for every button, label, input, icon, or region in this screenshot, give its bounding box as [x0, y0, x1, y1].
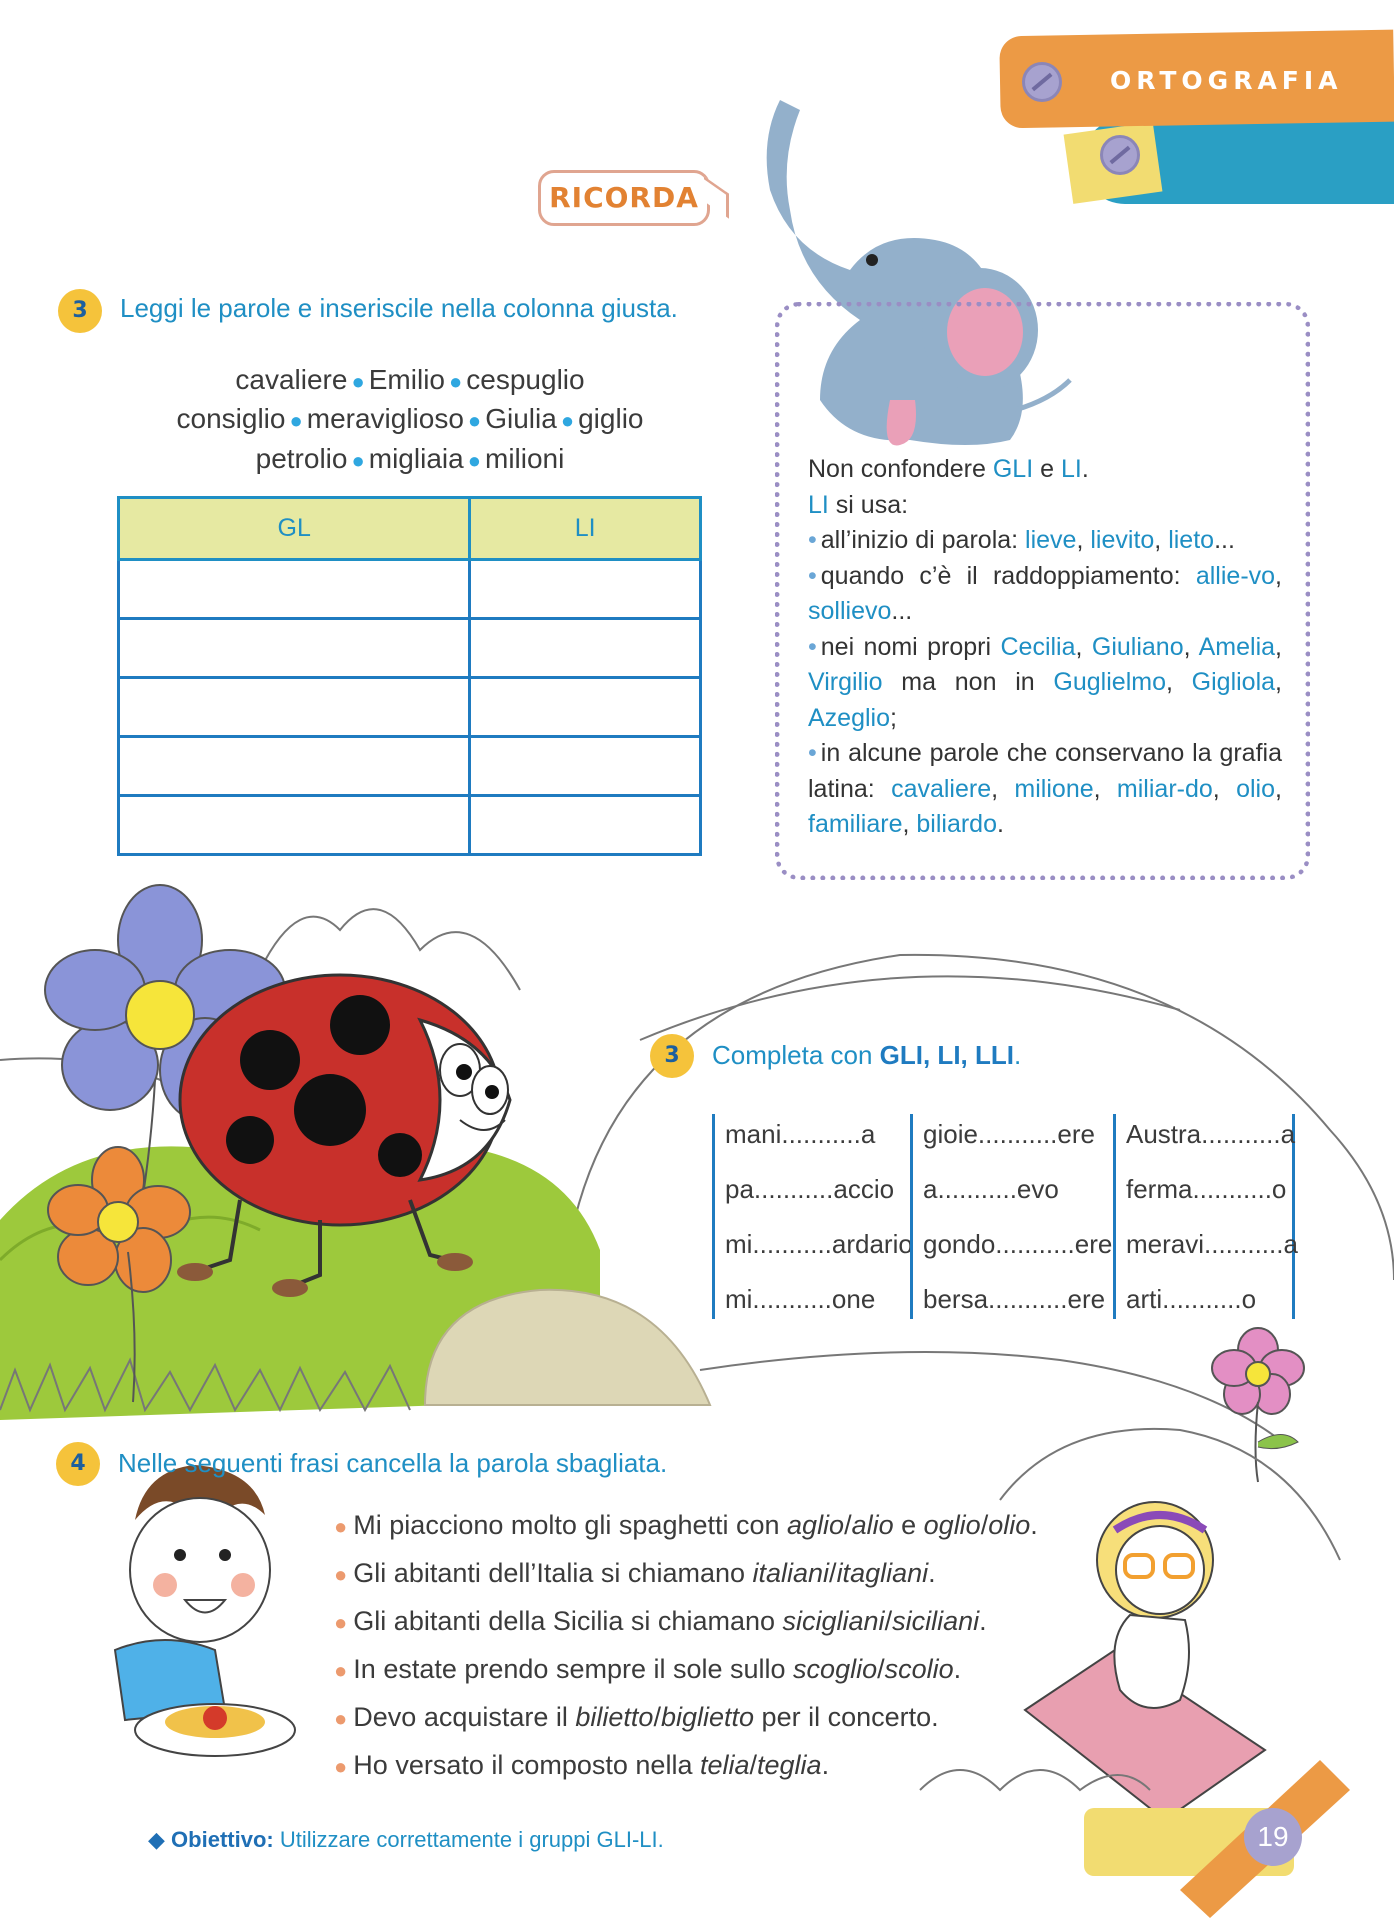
fill-item[interactable]: mi...........ardario: [725, 1229, 913, 1259]
word-line-3: [110, 443, 710, 475]
word: cavaliere: [235, 364, 348, 395]
answer-cell[interactable]: [119, 619, 470, 678]
answer-cell[interactable]: [470, 678, 701, 737]
fill-item[interactable]: Austra...........a: [1126, 1119, 1296, 1149]
table-row: [119, 560, 701, 619]
bullet-icon: ●: [467, 448, 481, 473]
answer-cell[interactable]: [470, 796, 701, 855]
fill-item[interactable]: gondo...........ere: [923, 1229, 1113, 1259]
answer-cell[interactable]: [119, 737, 470, 796]
ricorda-label: RICORDA: [549, 181, 699, 214]
table-row: [119, 737, 701, 796]
rules-text: [808, 452, 1282, 843]
answer-cell[interactable]: [119, 796, 470, 855]
answer-cell[interactable]: [470, 619, 701, 678]
word: Emilio: [368, 364, 445, 395]
word: petrolio: [255, 443, 348, 474]
answer-cell[interactable]: [119, 678, 470, 737]
fill-item[interactable]: gioie...........ere: [923, 1119, 1095, 1149]
fill-item[interactable]: ferma...........o: [1126, 1174, 1287, 1204]
bullet-icon: ●: [351, 448, 365, 473]
exercise-3-number: 4: [56, 1442, 100, 1486]
bullet-icon: ●: [334, 1610, 348, 1635]
objective: [148, 1827, 664, 1853]
bullet-icon: ●: [334, 1754, 348, 1779]
word: migliaia: [368, 443, 464, 474]
word-line-1: [110, 364, 710, 396]
rule-item: • in alcune parole che conservano la grafia latina: cavaliere, milione, miliar-do, olio, familiare, biliardo.: [808, 739, 1282, 838]
exercise-1-number: 3: [58, 289, 102, 333]
bullet-icon: •: [808, 561, 817, 590]
answer-cell[interactable]: [470, 737, 701, 796]
fill-item[interactable]: meravi...........a: [1126, 1229, 1298, 1259]
rule-item: • all’inizio di parola: lieve, lievito, lieto...: [808, 526, 1235, 554]
fill-item[interactable]: mi...........one: [725, 1284, 876, 1314]
table-row: [119, 678, 701, 737]
bullet-icon: •: [808, 526, 817, 554]
bullet-icon: ●: [560, 408, 575, 433]
fill-item[interactable]: pa...........accio: [725, 1174, 895, 1204]
screw-icon: [1100, 135, 1140, 175]
diamond-icon: ◆: [148, 1827, 165, 1852]
fill-column-3: [1113, 1114, 1298, 1319]
answer-cell[interactable]: [470, 560, 701, 619]
objective-label: Obiettivo:: [171, 1827, 274, 1852]
sentence-item[interactable]: ● Gli abitanti dell’Italia si chiamano italiani/itagliani.: [334, 1558, 936, 1588]
exercise-2-number: 3: [650, 1034, 694, 1078]
fill-item[interactable]: bersa...........ere: [923, 1284, 1106, 1314]
word: cespuglio: [466, 364, 585, 395]
screw-icon: [1022, 62, 1062, 102]
word: milioni: [485, 443, 565, 474]
sentence-item[interactable]: ● In estate prendo sempre il sole sullo scoglio/scolio.: [334, 1654, 962, 1684]
ricorda-badge: [538, 170, 710, 226]
exercise-2-title: Completa con GLI, LI, LLI.: [712, 1040, 1022, 1070]
bullet-icon: ●: [289, 408, 303, 433]
table-row: [119, 619, 701, 678]
rules-intro: Non confondere GLI e LI.: [808, 455, 1089, 483]
answer-cell[interactable]: [119, 560, 470, 619]
objective-text: Utilizzare correttamente i gruppi GLI-LI.: [273, 1827, 664, 1852]
fill-column-2: [910, 1114, 1113, 1319]
column-header-li: LI: [470, 498, 701, 560]
fill-item[interactable]: mani...........a: [725, 1119, 876, 1149]
rule-item: • nei nomi propri Cecilia, Giuliano, Amelia, Virgilio ma non in Guglielmo, Gigliola, Azeglio;: [808, 632, 1282, 732]
sentence-list: [334, 1510, 1038, 1798]
bullet-icon: ●: [467, 408, 482, 433]
bullet-icon: ●: [334, 1562, 348, 1587]
bullet-icon: •: [808, 632, 817, 661]
fill-column-1: [712, 1114, 913, 1319]
sentence-item[interactable]: ● Mi piacciono molto gli spaghetti con aglio/alio e oglio/olio.: [334, 1510, 1038, 1540]
bullet-icon: ●: [448, 369, 463, 394]
fill-item[interactable]: arti...........o: [1126, 1284, 1257, 1314]
rule-item: • quando c’è il raddoppiamento: allie-vo, sollievo...: [808, 561, 1282, 625]
bullet-icon: •: [808, 739, 817, 767]
sentence-item[interactable]: ● Gli abitanti della Sicilia si chiamano sicigliani/siciliani.: [334, 1606, 987, 1636]
exercise-3-title: Nelle seguenti frasi cancella la parola sbagliata.: [118, 1448, 668, 1478]
word: giglio: [578, 403, 644, 434]
column-header-gl: GL: [119, 498, 470, 560]
sentence-item[interactable]: ● Ho versato il composto nella telia/teglia.: [334, 1750, 830, 1780]
word: meraviglioso: [306, 403, 464, 434]
rules-subtitle: LI si usa:: [808, 490, 909, 519]
section-label: ORTOGRAFIA: [1110, 66, 1343, 95]
page-number: 19: [1244, 1808, 1302, 1866]
bullet-icon: ●: [334, 1514, 348, 1539]
word-line-2: [110, 403, 710, 435]
gl-li-table: [117, 496, 702, 856]
exercise-1-title: Leggi le parole e inseriscile nella colonna giusta.: [120, 293, 678, 323]
bullet-icon: ●: [351, 369, 365, 394]
sentence-item[interactable]: ● Devo acquistare il bilietto/biglietto per il concerto.: [334, 1702, 939, 1732]
table-row: [119, 796, 701, 855]
word: Giulia: [485, 403, 557, 434]
fill-item[interactable]: a...........evo: [923, 1174, 1059, 1204]
bullet-icon: ●: [334, 1658, 348, 1683]
word: consiglio: [176, 403, 286, 434]
bullet-icon: ●: [334, 1706, 348, 1731]
